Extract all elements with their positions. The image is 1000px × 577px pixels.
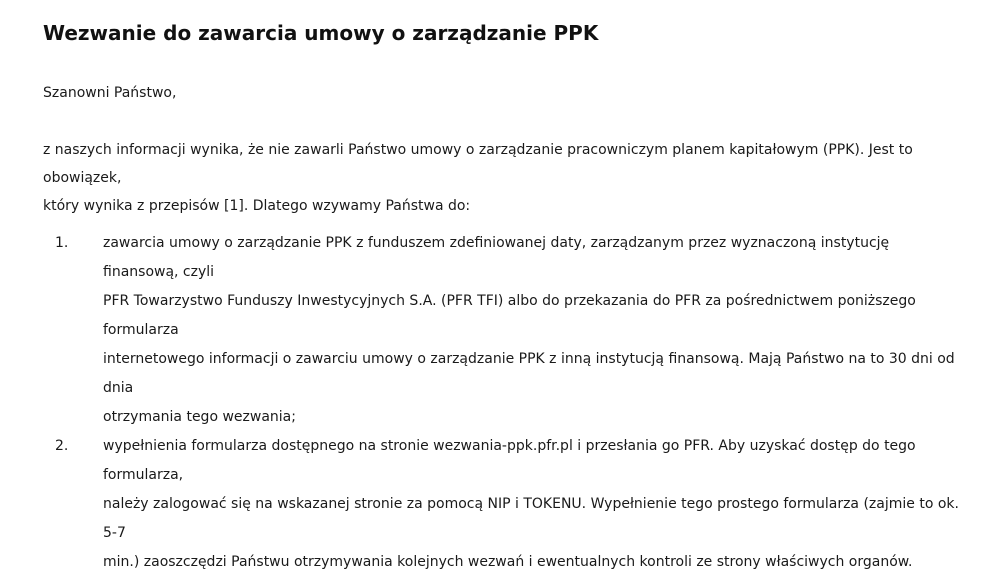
list-item-line: należy zalogować się na wskazanej stronie za pomocą NIP i TOKENU. Wypełnienie tego prostego formularza (zajmie to ok. 5-7 — [103, 496, 959, 541]
list-item-line: PFR Towarzystwo Funduszy Inwestycyjnych S.A. (PFR TFI) albo do przekazania do PFR za pośrednictwem poniższego formularza — [103, 293, 916, 338]
intro-line-1: z naszych informacji wynika, że nie zawarli Państwo umowy o zarządzanie pracowniczym planem kapitałowym (PPK). Jest to obowiązek, — [43, 142, 913, 186]
greeting: Szanowni Państwo, — [43, 85, 177, 101]
intro-paragraph — [43, 136, 968, 220]
list-item-number: 2. — [55, 438, 69, 454]
list-item-line: otrzymania tego wezwania; — [103, 409, 296, 425]
intro-line-2: który wynika z przepisów [1]. Dlatego wzywamy Państwa do: — [43, 198, 471, 214]
obligations-list — [43, 229, 968, 577]
document-title: Wezwanie do zawarcia umowy o zarządzanie PPK — [43, 21, 599, 45]
list-item-number: 1. — [55, 235, 69, 251]
list-item-1 — [43, 229, 968, 432]
list-item-line: zawarcia umowy o zarządzanie PPK z funduszem zdefiniowanej daty, zarządzanym przez wyznaczoną instytucję finansową, czyli — [103, 235, 890, 280]
list-item-line: internetowego informacji o zawarciu umowy o zarządzanie PPK z inną instytucją finansową. Mają Państwo na to 30 dni od dnia — [103, 351, 955, 396]
list-item-line: min.) zaoszczędzi Państwu otrzymywania kolejnych wezwań i ewentualnych kontroli ze strony właściwych organów. — [103, 554, 913, 570]
list-item-2 — [43, 432, 968, 577]
list-item-line: wypełnienia formularza dostępnego na stronie wezwania-ppk.pfr.pl i przesłania go PFR. Aby uzyskać dostęp do tego formularza, — [103, 438, 916, 483]
